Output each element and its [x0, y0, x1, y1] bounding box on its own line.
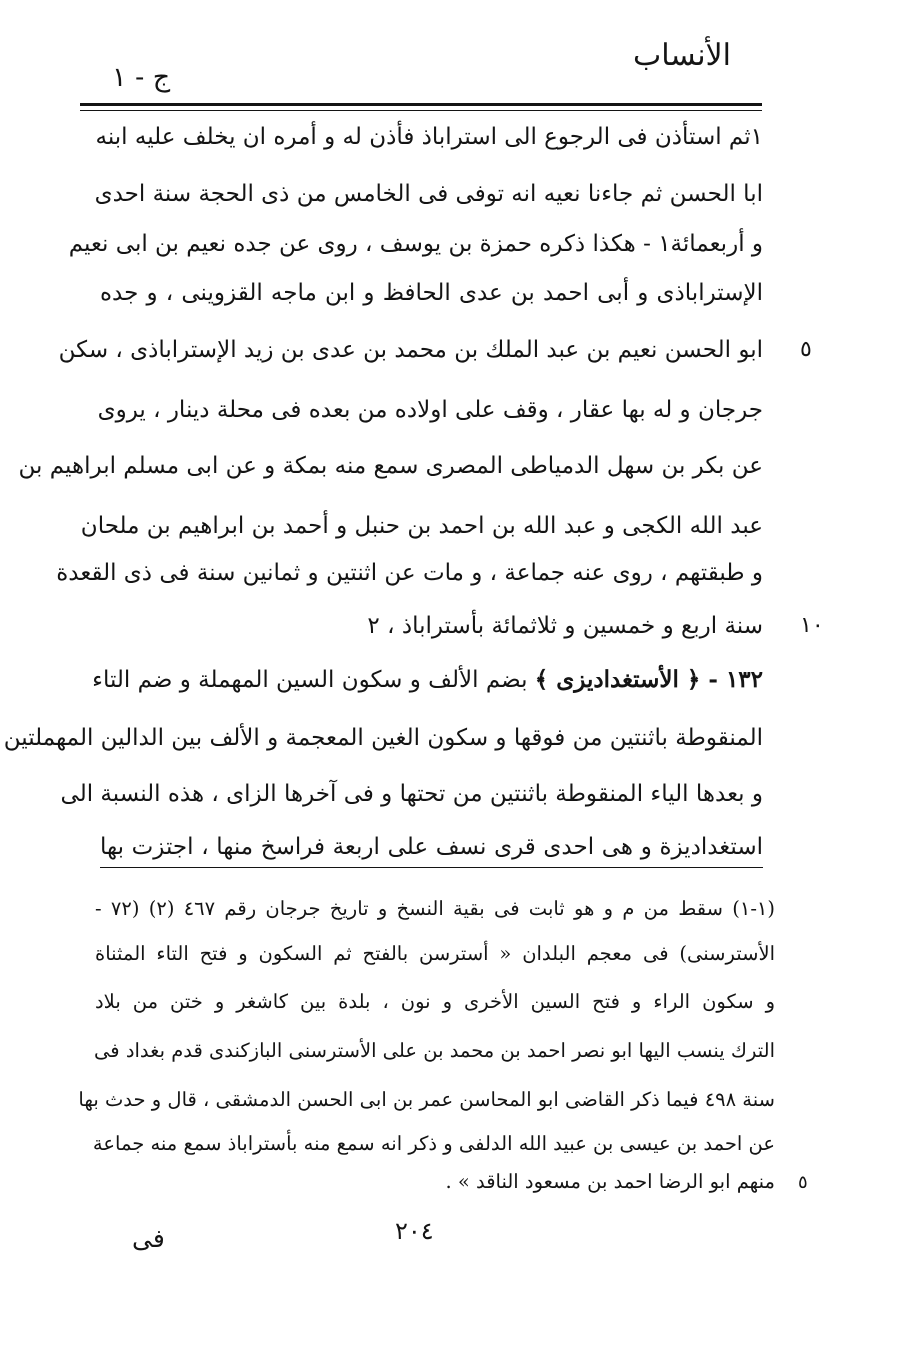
entry-first-line	[92, 663, 763, 697]
body-line: الإستراباذى و أبى احمد بن عدى الحافظ و ابن ماجه القزوينى ، و جده	[100, 280, 763, 306]
footnote-rule	[100, 867, 763, 868]
footnote-line: منهم ابو الرضا احمد بن مسعود الناقد » .	[445, 1170, 775, 1193]
footnote-line: الترك ينسب اليها ابو نصر احمد بن محمد بن على الأسترسنى البازكندى قدم بغداد فى	[94, 1039, 775, 1062]
body-line: و طبقتهم ، روى عنه جماعة ، و مات عن اثنتين و ثمانين سنة فى ذى القعدة	[56, 560, 763, 586]
catchword: فى	[132, 1224, 165, 1253]
page-number: ٢٠٤	[395, 1217, 434, 1245]
volume-label: ج - ١	[112, 62, 171, 93]
body-line: ١ثم استأذن فى الرجوع الى استراباذ فأذن له و أمره ان يخلف عليه ابنه	[95, 124, 763, 150]
footnote-line: (١-١) سقط من م و هو ثابت فى بقية النسخ و تاريخ جرجان رقم ٤٦٧ (٢) (٧٢ -	[95, 897, 775, 920]
body-line: جرجان و له بها عقار ، وقف على اولاده من بعده فى محلة دينار ، يروى	[97, 397, 763, 423]
line-number-marker: ٥	[800, 337, 812, 362]
body-line: و بعدها الياء المنقوطة باثنتين من تحتها و فى آخرها الزاى ، هذه النسبة الى	[60, 781, 763, 807]
body-line: و أربعمائة١ - هكذا ذكره حمزة بن يوسف ، روى عن جده نعيم بن ابى نعيم	[68, 231, 763, 257]
body-line: استغداديزة و هى احدى قرى نسف على اربعة فراسخ منها ، اجتزت بها	[100, 834, 763, 860]
entry-heading: ١٣٢ - ﴿ الأستغداديزى ﴾	[534, 666, 763, 693]
footnote-line: عن احمد بن عيسى بن عبيد الله الدلفى و ذكر انه سمع منه بأستراباذ سمع منه جماعة	[92, 1132, 775, 1155]
header-rule-thick	[80, 103, 762, 106]
footnote-line: الأسترسنى) فى معجم البلدان « أسترسن بالفتح ثم السكون و فتح التاء المثناة	[95, 942, 775, 965]
header-rule-thin	[80, 110, 762, 111]
footnote-line-marker: ٥	[798, 1172, 808, 1193]
footnote-line: سنة ٤٩٨ فيما ذكر القاضى ابو المحاسن عمر بن ابى الحسن الدمشقى ، قال و حدث بها	[78, 1088, 775, 1111]
line-number-marker: ١٠	[800, 613, 824, 638]
footnote-line: و سكون الراء و فتح السين الأخرى و نون ، بلدة بين كاشغر و ختن من بلاد	[95, 990, 775, 1013]
body-line: ابا الحسن ثم جاءنا نعيه انه توفى فى الخامس من ذى الحجة سنة احدى	[94, 181, 763, 207]
body-line: المنقوطة باثنتين من فوقها و سكون الغين المعجمة و الألف بين الدالين المهملتين	[3, 725, 763, 751]
entry-text: بضم الألف و سكون السين المهملة و ضم التاء	[92, 667, 528, 693]
body-line: عن بكر بن سهل الدمياطى المصرى سمع منه بمكة و عن ابى مسلم ابراهيم بن	[18, 453, 763, 479]
body-line: ابو الحسن نعيم بن عبد الملك بن محمد بن عدى بن زيد الإستراباذى ، سكن	[58, 337, 763, 363]
body-line: سنة اربع و خمسين و ثلاثمائة بأستراباذ ، ٢	[367, 613, 763, 639]
body-line: عبد الله الكجى و عبد الله بن احمد بن حنبل و أحمد بن ابراهيم بن ملحان	[80, 513, 763, 539]
running-header-title: الأنساب	[633, 38, 731, 73]
